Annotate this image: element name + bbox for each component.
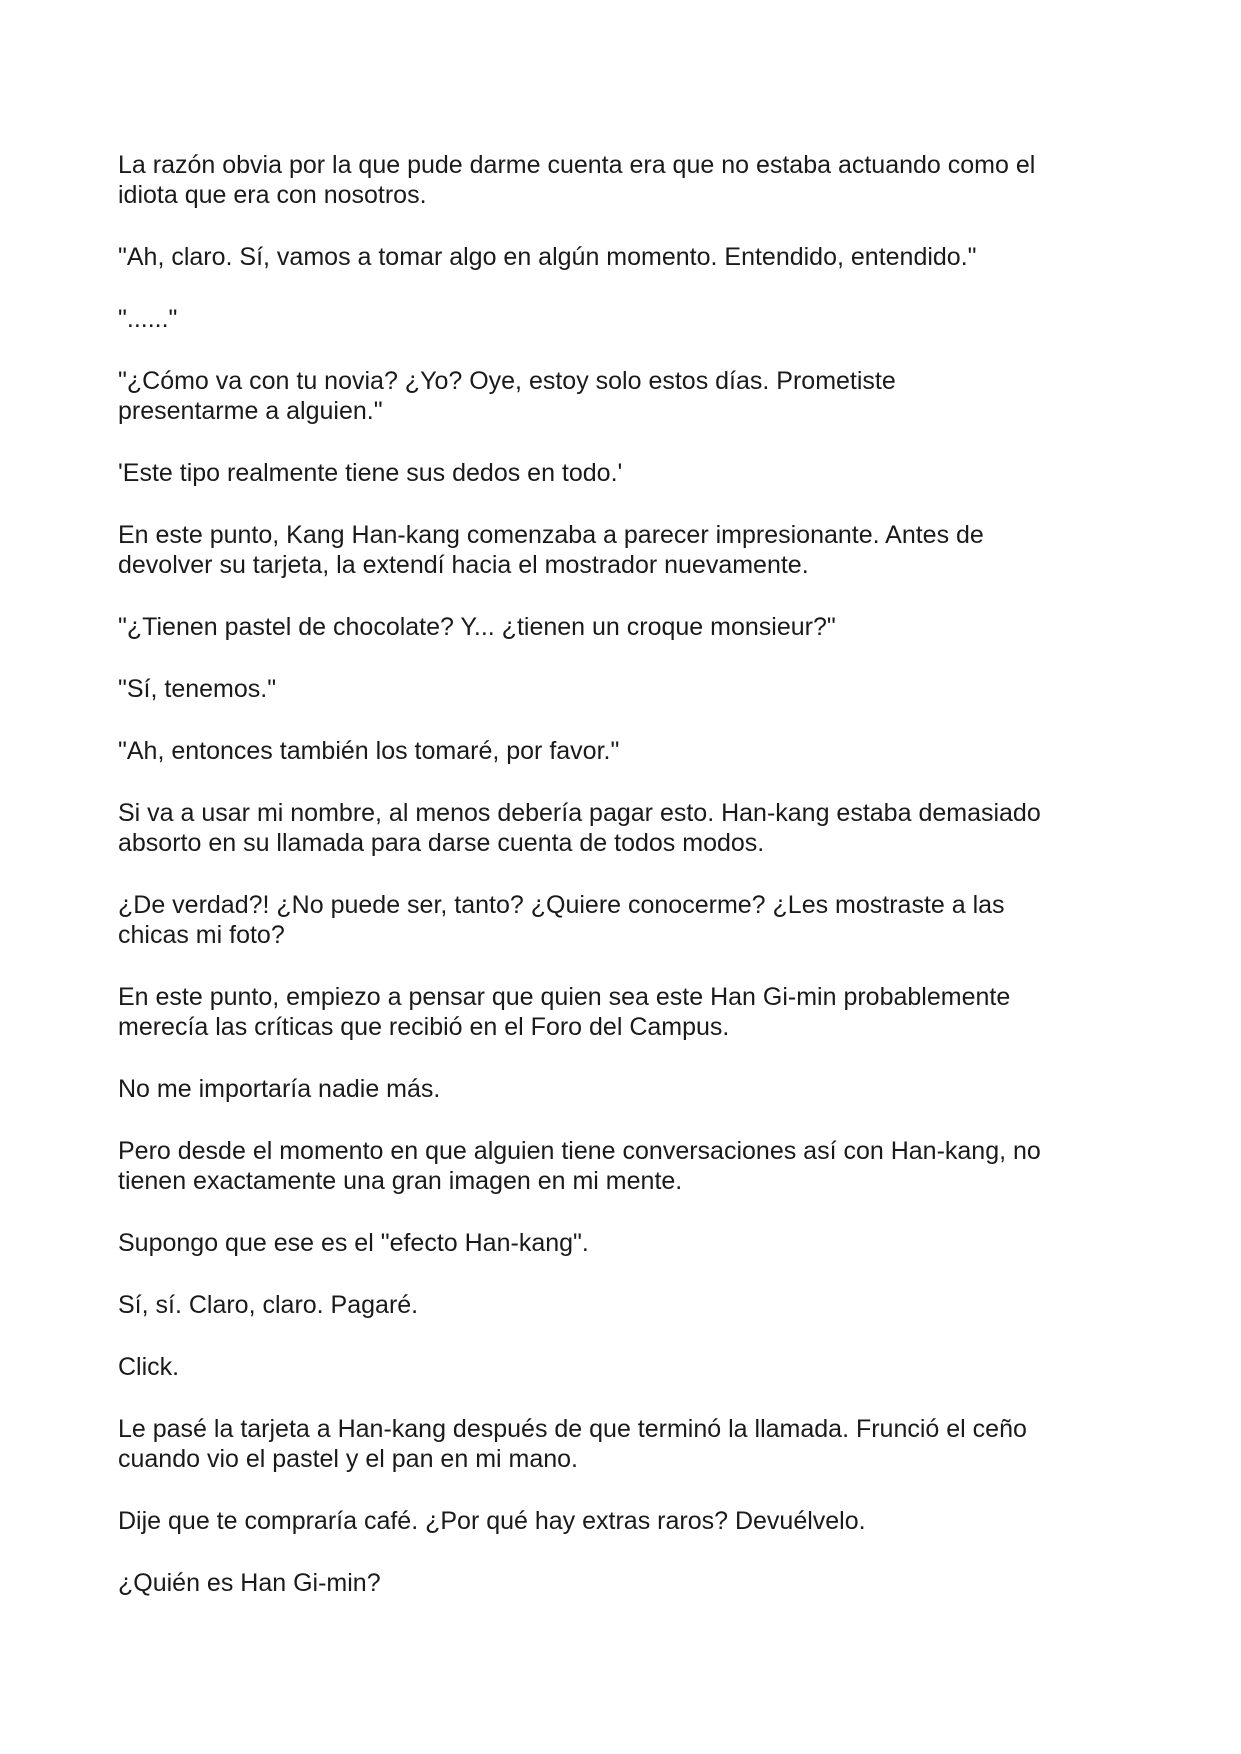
paragraph <box>118 674 1128 704</box>
text-line: devolver su tarjeta, la extendí hacia el mostrador nuevamente. <box>118 551 809 579</box>
text-line: "¿Cómo va con tu novia? ¿Yo? Oye, estoy solo estos días. Prometiste <box>118 367 896 395</box>
paragraph <box>118 150 1128 210</box>
paragraph <box>118 1290 1128 1320</box>
paragraph <box>118 366 1128 426</box>
text-line: presentarme a alguien." <box>118 397 383 425</box>
text-line: cuando vio el pastel y el pan en mi mano. <box>118 1445 578 1473</box>
paragraph <box>118 1568 1128 1598</box>
text-line: Le pasé la tarjeta a Han-kang después de que terminó la llamada. Frunció el ceño <box>118 1415 1027 1443</box>
text-line: Click. <box>118 1353 180 1381</box>
text-line: "Sí, tenemos." <box>118 675 277 703</box>
text-line: chicas mi foto? <box>118 921 285 949</box>
text-line: "¿Tienen pastel de chocolate? Y... ¿tienen un croque monsieur?" <box>118 613 836 641</box>
text-line: "Ah, entonces también los tomaré, por favor." <box>118 737 620 765</box>
text-line: Si va a usar mi nombre, al menos debería pagar esto. Han-kang estaba demasiado <box>118 799 1041 827</box>
text-line: tienen exactamente una gran imagen en mi mente. <box>118 1167 683 1195</box>
paragraph <box>118 982 1128 1042</box>
text-line: La razón obvia por la que pude darme cuenta era que no estaba actuando como el <box>118 151 1036 179</box>
paragraph <box>118 1074 1128 1104</box>
paragraph <box>118 520 1128 580</box>
paragraph <box>118 890 1128 950</box>
paragraph <box>118 458 1128 488</box>
paragraph <box>118 612 1128 642</box>
text-line: En este punto, empiezo a pensar que quien sea este Han Gi-min probablemente <box>118 983 1011 1011</box>
text-line: ¿Quién es Han Gi-min? <box>118 1569 381 1597</box>
paragraph <box>118 1228 1128 1258</box>
text-line: Supongo que ese es el "efecto Han-kang". <box>118 1229 589 1257</box>
text-line: merecía las críticas que recibió en el Foro del Campus. <box>118 1013 730 1041</box>
paragraph <box>118 304 1128 334</box>
text-line: absorto en su llamada para darse cuenta de todos modos. <box>118 829 765 857</box>
text-line: idiota que era con nosotros. <box>118 181 427 209</box>
text-line: Dije que te compraría café. ¿Por qué hay extras raros? Devuélvelo. <box>118 1507 866 1535</box>
paragraph <box>118 1136 1128 1196</box>
text-line: No me importaría nadie más. <box>118 1075 441 1103</box>
paragraph <box>118 798 1128 858</box>
document-body <box>118 150 1128 1630</box>
text-line: Sí, sí. Claro, claro. Pagaré. <box>118 1291 419 1319</box>
text-line: "......" <box>118 305 178 333</box>
text-line: "Ah, claro. Sí, vamos a tomar algo en algún momento. Entendido, entendido." <box>118 243 977 271</box>
paragraph <box>118 736 1128 766</box>
text-line: En este punto, Kang Han-kang comenzaba a parecer impresionante. Antes de <box>118 521 984 549</box>
paragraph <box>118 1414 1128 1474</box>
text-line: Pero desde el momento en que alguien tiene conversaciones así con Han-kang, no <box>118 1137 1041 1165</box>
text-line: ¿De verdad?! ¿No puede ser, tanto? ¿Quiere conocerme? ¿Les mostraste a las <box>118 891 1005 919</box>
paragraph <box>118 1352 1128 1382</box>
paragraph <box>118 242 1128 272</box>
text-line: 'Este tipo realmente tiene sus dedos en todo.' <box>118 459 623 487</box>
paragraph <box>118 1506 1128 1536</box>
